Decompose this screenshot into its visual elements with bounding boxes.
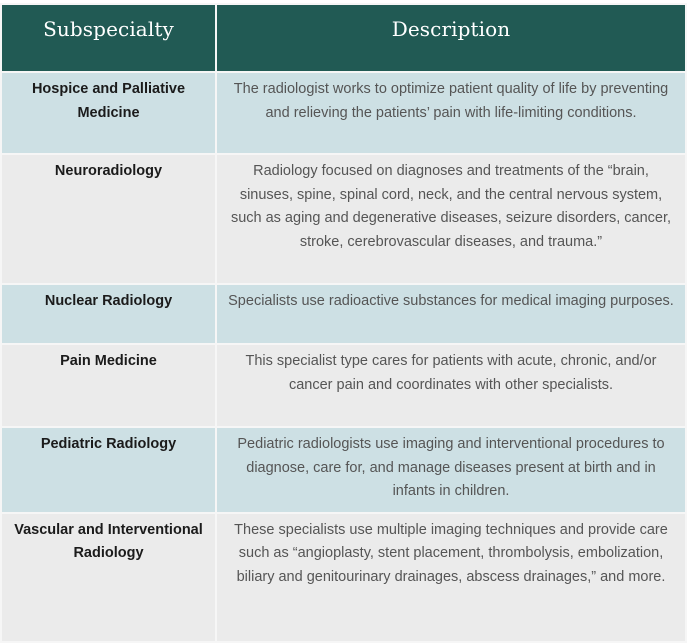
table-row [2,428,685,512]
subspecialty-cell: Pediatric Radiology [2,428,215,512]
description-cell: Radiology focused on diagnoses and treatments of the “brain, sinuses, spine, spinal cord, neck, and the central nervous system, such as aging and degenerative diseases, seizure disorders, cancer, stroke, cerebrovascular diseases, and trauma.” [217,155,685,283]
subspecialty-cell: Hospice and Palliative Medicine [2,73,215,153]
table-row [2,345,685,426]
description-cell: This specialist type cares for patients with acute, chronic, and/or cancer pain and coordinates with other specialists. [217,345,685,426]
table-row [2,73,685,153]
subspecialty-cell: Nuclear Radiology [2,285,215,343]
subspecialty-table [0,3,687,643]
subspecialty-cell: Vascular and Interventional Radiology [2,514,215,641]
table-header-row [2,5,685,71]
description-cell: These specialists use multiple imaging techniques and provide care such as “angioplasty, stent placement, thrombolysis, embolization, biliary and genitourinary drainages, abscess drainages,” and more. [217,514,685,641]
table-row [2,155,685,283]
subspecialty-cell: Neuroradiology [2,155,215,283]
column-header-description: Description [217,5,685,71]
subspecialty-cell: Pain Medicine [2,345,215,426]
table-row [2,514,685,641]
description-cell: The radiologist works to optimize patient quality of life by preventing and relieving the patients’ pain with life-limiting conditions. [217,73,685,153]
description-cell: Specialists use radioactive substances for medical imaging purposes. [217,285,685,343]
column-header-subspecialty: Subspecialty [2,5,215,71]
table-row [2,285,685,343]
description-cell: Pediatric radiologists use imaging and interventional procedures to diagnose, care for, and manage diseases present at birth and in infants in children. [217,428,685,512]
